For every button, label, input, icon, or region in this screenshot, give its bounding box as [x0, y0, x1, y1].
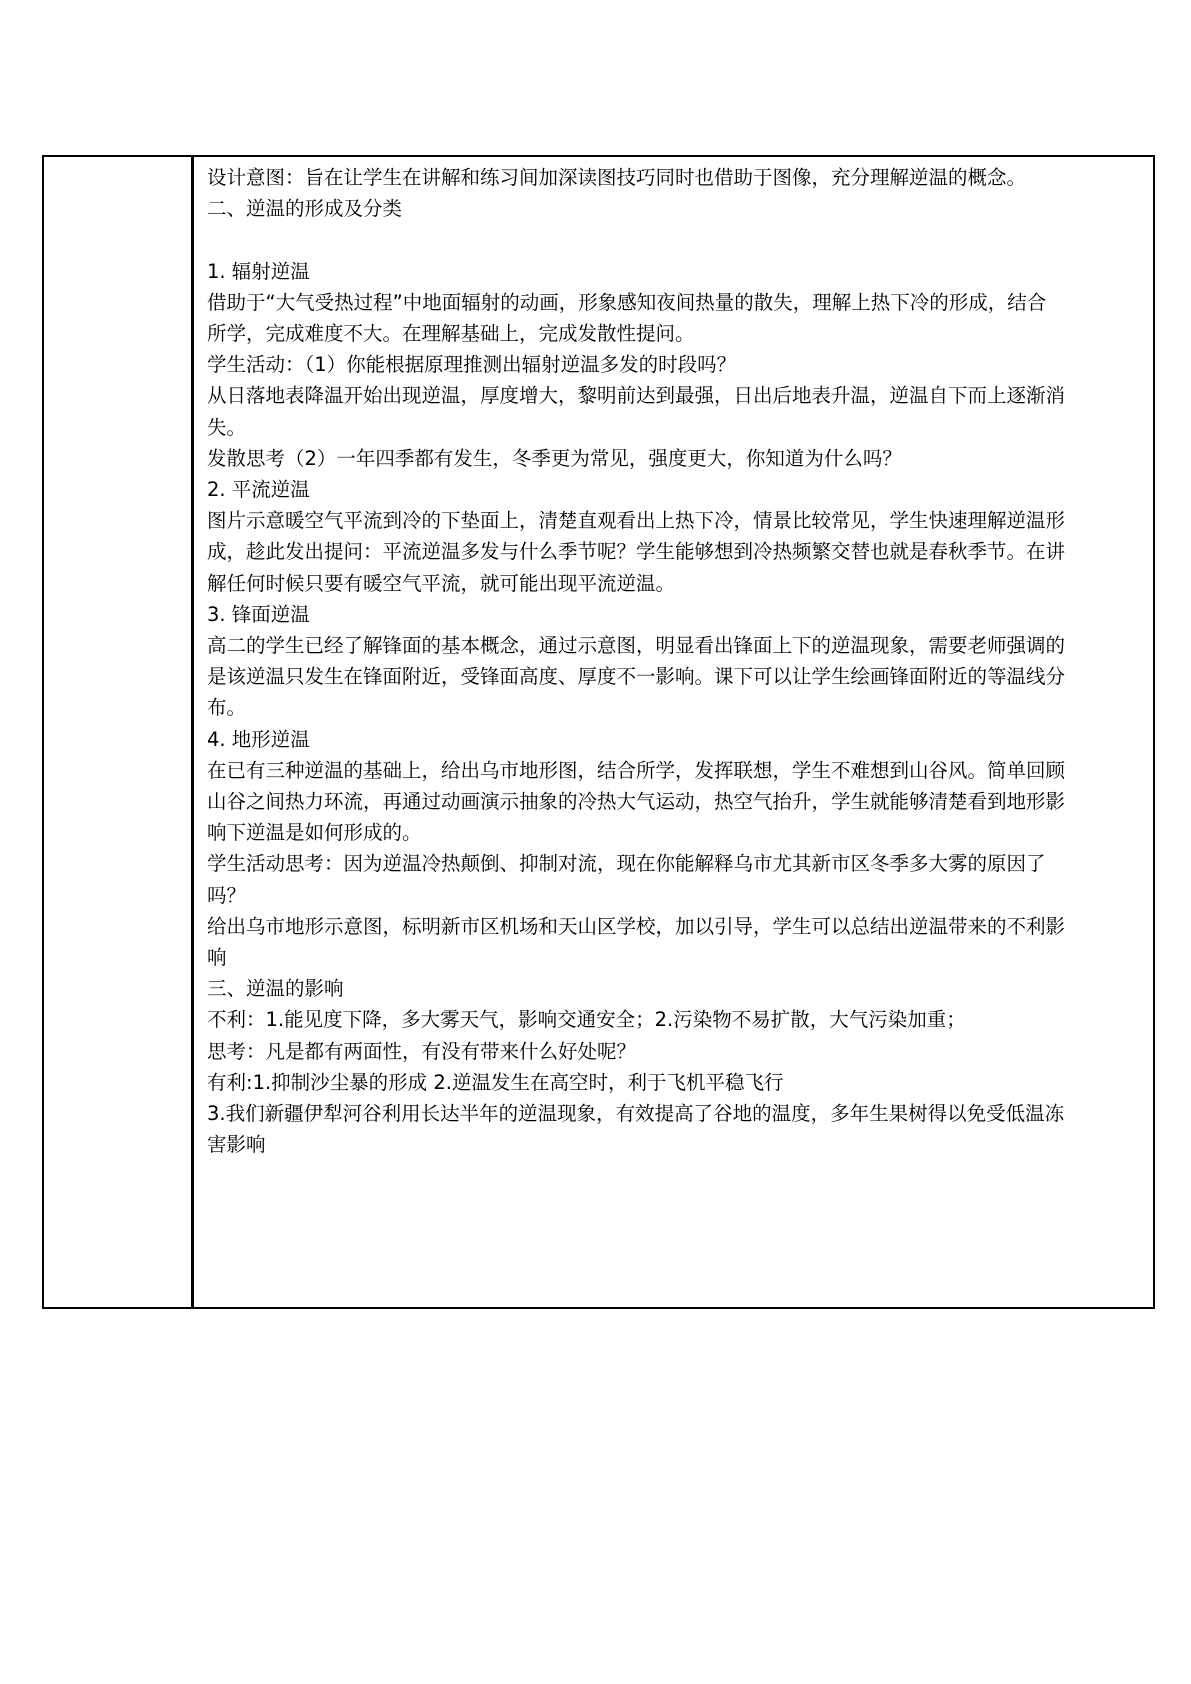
text-line: 成，趁此发出提问：平流逆温多发与什么季节呢？学生能够想到冷热频繁交替也就是春秋季节。在讲 [207, 540, 1066, 564]
text-line: 不利：1.能见度下降，多大雾天气，影响交通安全；2.污染物不易扩散，大气污染加重； [207, 1008, 966, 1032]
text-line: 在已有三种逆温的基础上，给出乌市地形图，结合所学，发挥联想，学生不难想到山谷风。简单回顾 [207, 758, 1066, 782]
text-line: 思考：凡是都有两面性，有没有带来什么好处呢？ [207, 1039, 637, 1063]
text-line: 害影响 [207, 1133, 266, 1157]
text-line: 图片示意暖空气平流到冷的下垫面上，清楚直观看出上热下冷，情景比较常见，学生快速理解逆温形 [207, 509, 1066, 533]
text-line: 响下逆温是如何形成的。 [207, 821, 422, 845]
text-line: 从日落地表降温开始出现逆温，厚度增大，黎明前达到最强，日出后地表升温，逆温自下而上逐渐消 [207, 384, 1066, 408]
text-line: 吗？ [207, 883, 247, 907]
content-cell [197, 157, 1153, 1307]
left-column-cell [44, 157, 194, 1307]
text-line: 设计意图：旨在让学生在讲解和练习间加深读图技巧同时也借助于图像，充分理解逆温的概念。 [207, 166, 1027, 189]
text-line: 布。 [207, 696, 247, 720]
text-line: 学生活动：（1）你能根据原理推测出辐射逆温多发的时段吗？ [207, 353, 737, 377]
subsection-heading: 4. 地形逆温 [207, 727, 310, 751]
subsection-heading: 2. 平流逆温 [207, 478, 310, 502]
lesson-table [42, 155, 1155, 1309]
text-line: 失。 [207, 415, 247, 439]
text-line: 解任何时候只要有暖空气平流，就可能出现平流逆温。 [207, 571, 676, 595]
blank-line [207, 224, 1141, 255]
text-line: 借助于“大气受热过程”中地面辐射的动画，形象感知夜间热量的散失，理解上热下冷的形成，结合 [207, 290, 1047, 314]
text-line: 3.我们新疆伊犁河谷利用长达半年的逆温现象，有效提高了谷地的温度，多年生果树得以免受低温冻 [207, 1102, 1065, 1126]
subsection-heading: 3. 锋面逆温 [207, 602, 310, 626]
text-line: 发散思考（2）一年四季都有发生，冬季更为常见，强度更大，你知道为什么吗？ [207, 446, 902, 470]
section-heading: 三、逆温的影响 [207, 977, 344, 1001]
text-line: 学生活动思考：因为逆温冷热颠倒、抑制对流，现在你能解释乌市尤其新市区冬季多大雾的原因了 [207, 852, 1046, 876]
subsection-heading: 1. 辐射逆温 [207, 259, 310, 283]
section-heading: 二、逆温的形成及分类 [207, 197, 403, 221]
text-line: 有利:1.抑制沙尘暴的形成 2.逆温发生在高空时，利于飞机平稳飞行 [207, 1070, 784, 1094]
text-line: 高二的学生已经了解锋面的基本概念，通过示意图，明显看出锋面上下的逆温现象，需要老师强调的 [207, 634, 1066, 658]
text-line: 响 [207, 946, 227, 970]
text-line: 给出乌市地形示意图，标明新市区机场和天山区学校，加以引导，学生可以总结出逆温带来的不利影 [207, 914, 1066, 938]
text-line: 是该逆温只发生在锋面附近，受锋面高度、厚度不一影响。课下可以让学生绘画锋面附近的等温线分 [207, 665, 1066, 689]
text-line: 山谷之间热力环流，再通过动画演示抽象的冷热大气运动，热空气抬升，学生就能够清楚看到地形影 [207, 790, 1066, 814]
text-line: 所学，完成难度不大。在理解基础上，完成发散性提问。 [207, 322, 695, 345]
